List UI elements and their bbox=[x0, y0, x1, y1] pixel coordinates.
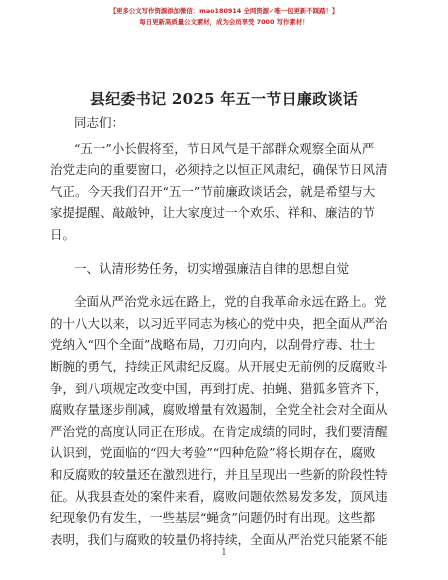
promo-line-1: 【更多公文写作资源添加微信：mao180914 全网资源✓唯一包更新不踩踏！】 bbox=[109, 7, 339, 15]
text-line: 日。 bbox=[50, 226, 76, 242]
text-line: 征。从我县查处的案件来看，腐败问题依然易发多发，顶风违 bbox=[50, 488, 388, 504]
text-line: 家提提醒、敲敲钟，让大家度过一个欢乐、祥和、廉洁的节 bbox=[50, 205, 376, 221]
text-line: 断腕的勇气，持续正风肃纪反腐。从开展史无前例的反腐败斗 bbox=[50, 358, 388, 374]
text-line: 和反腐败的较量还在激烈进行，并且呈现出一些新的阶段性特 bbox=[50, 466, 388, 482]
page-number: 1 bbox=[221, 548, 227, 558]
paragraph-section-1 bbox=[50, 291, 402, 550]
text-line: 腐败存量逐步削减，腐败增量有效遏制，全党全社会对全面从 bbox=[50, 402, 388, 418]
salutation: 同志们： bbox=[74, 115, 125, 130]
document-title: 县纪委书记 2025 年五一节日廉政谈话 bbox=[89, 90, 359, 108]
promo-line-2: 每日更新高质量公文素材，成为会员享受 7000 写作素材！ bbox=[139, 18, 309, 26]
paragraph-intro bbox=[50, 138, 402, 246]
text-line: 气正。今天我们召开“五一”节前廉政谈话会，就是希望与大 bbox=[50, 183, 376, 199]
text-line: 表明，我们与腐败的较量仍将持续，全面从严治党只能紧不能 bbox=[50, 531, 388, 547]
text-line: 的十八大以来，以习近平同志为核心的党中央，把全面从严治 bbox=[50, 315, 388, 331]
text-line: 党纳入“四个全面”战略布局，刀刃向内，以刮骨疗毒、壮士 bbox=[50, 337, 376, 353]
document-body bbox=[50, 112, 402, 550]
section-heading: 一、认清形势任务，切实增强廉洁自律的思想自觉 bbox=[74, 260, 350, 276]
text-line: “五一”小长假将至，节日风气是干部群众观察全面从严 bbox=[74, 140, 375, 156]
text-line: 全面从严治党永远在路上，党的自我革命永远在路上。党 bbox=[74, 294, 387, 310]
text-line: 治党走向的重要窗口，必须持之以恒正风肃纪，确保节日风清 bbox=[50, 162, 388, 178]
spacer bbox=[50, 246, 402, 258]
text-line: 纪现象仍有发生，一些基层“蝇贪”问题仍时有出现。这些都 bbox=[50, 510, 376, 526]
text-line: 认识到，党面临的“四大考验”“四种危险”将长期存在，腐败 bbox=[50, 445, 376, 461]
promo-banner bbox=[0, 6, 448, 28]
text-line: 争，到八项规定改变中国，再到打虎、拍蝇、猎狐多管齐下， bbox=[50, 380, 388, 396]
text-line: 严治党的高度认同正在形成。在肯定成绩的同时，我们要清醒 bbox=[50, 423, 388, 439]
spacer bbox=[50, 279, 402, 291]
